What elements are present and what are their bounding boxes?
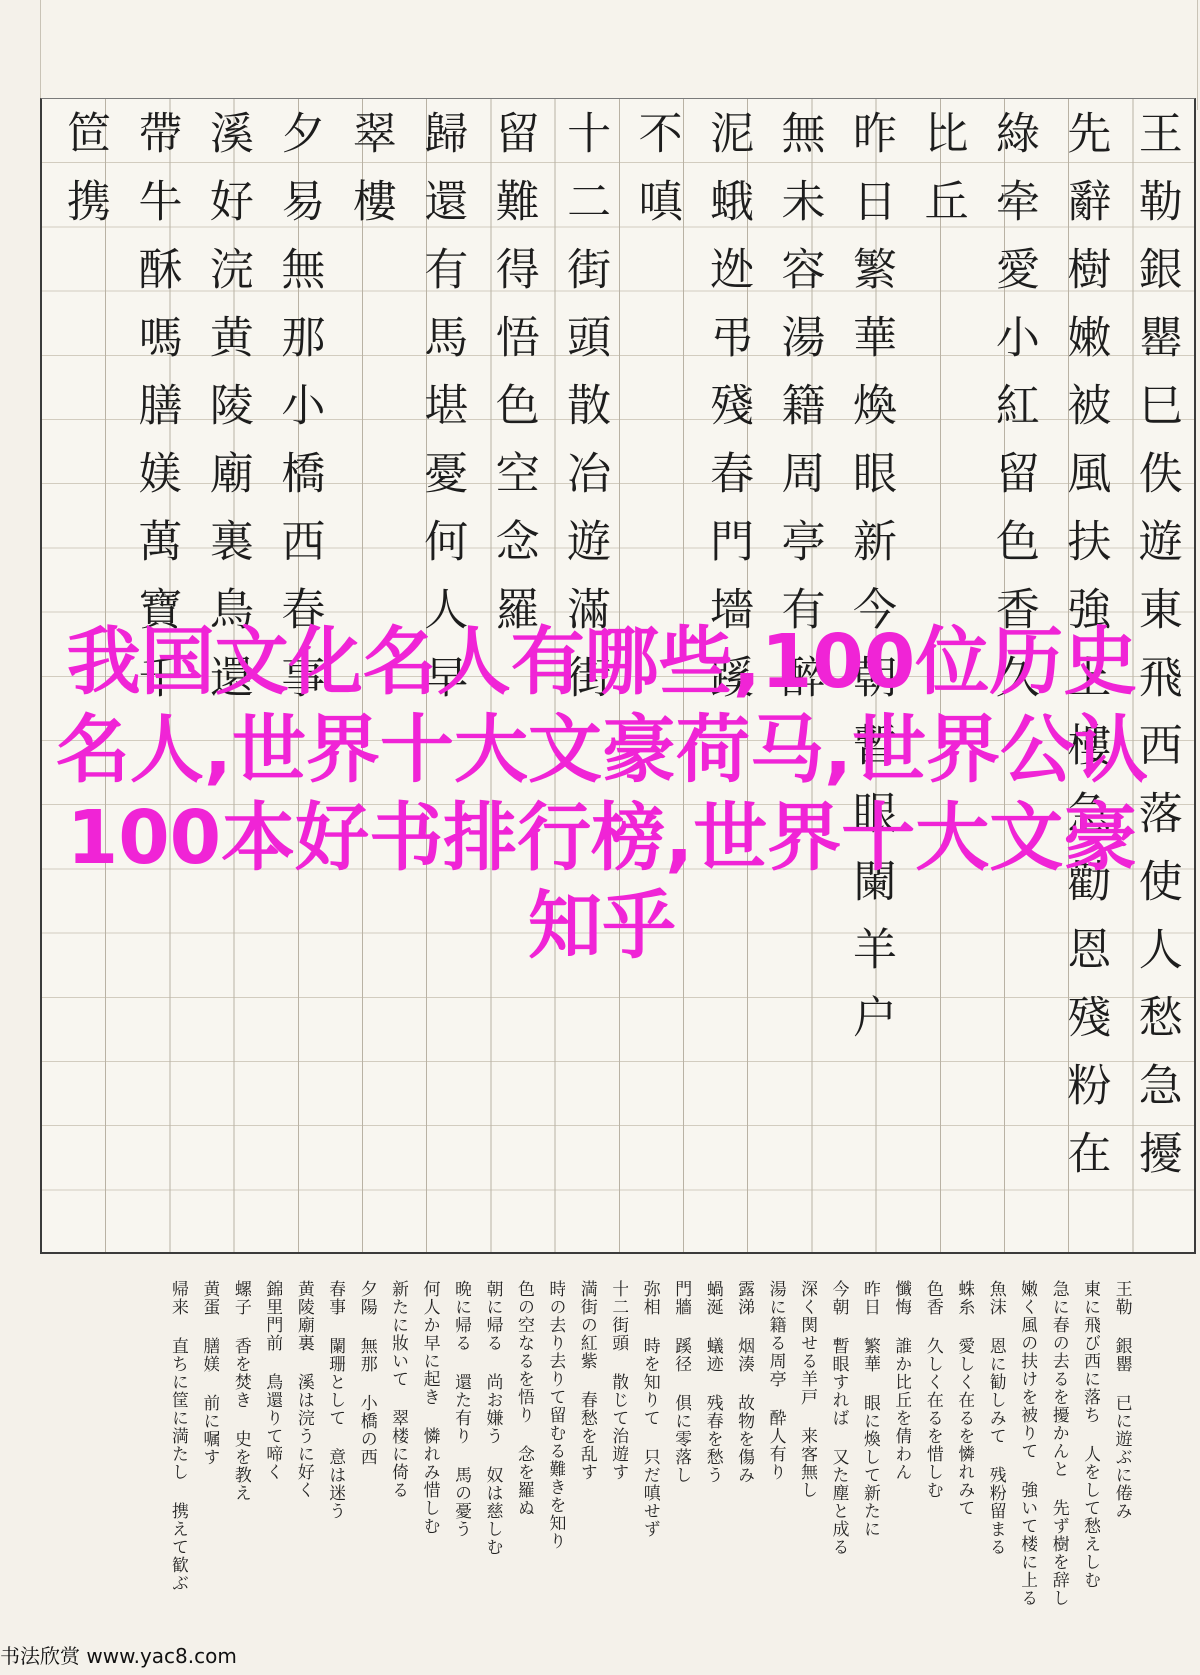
- transliteration-column: 満街の紅紫 春愁を乱す: [576, 1280, 597, 1481]
- manuscript-column: 溪好浣黄陵廟裏鳥還: [201, 110, 253, 722]
- manuscript-column: 泥蛾迯弔殘春門墻蹊: [702, 110, 754, 722]
- manuscript-column: 笸携: [59, 110, 110, 246]
- transliteration-column: 錦里門前 鳥還りて啼く: [262, 1280, 283, 1481]
- transliteration-column: 懺悔 誰か比丘を倩わん: [891, 1280, 912, 1481]
- transliteration-column: 露涕 烟湊 故物を傷み: [734, 1280, 755, 1484]
- manuscript-column: 歸還有馬堪憂何人早: [416, 110, 468, 722]
- manuscript-column: 王勒銀罌巳佚遊東飛西落使人愁急擾: [1130, 110, 1182, 1198]
- transliteration-column: 昨日 繁華 眼に煥して新たに: [859, 1280, 880, 1538]
- transliteration-column: 嫩く風の扶けを被りて 強いて楼に上る: [1017, 1280, 1038, 1607]
- transliteration-column: 蝸涎 蟻迹 残春を愁う: [702, 1280, 723, 1484]
- transliteration-column: 黄陵廟裏 溪は浣うに好く: [293, 1280, 314, 1499]
- overlay-title: 我国文化名人有哪些,100位历史名人,世界十大文豪荷马,世界公认100本好书排行榜,世界十大文豪 知乎: [55, 619, 1149, 969]
- transliteration-column: 螺子 香を焚き 史を教え: [230, 1280, 251, 1502]
- manuscript-column: 帶牛酥嗎膳媄萬寶千: [130, 110, 182, 722]
- manuscript-column: 留難得悟色空念羅: [487, 110, 539, 654]
- transliteration-column: 今朝 暫眼すれば 又た塵と成る: [828, 1280, 849, 1556]
- transliteration-column: 帰来 直ちに筐に満たし 携えて歓ぶ: [168, 1280, 188, 1592]
- manuscript-column: 無未容湯籍周亭有醉: [773, 110, 825, 722]
- transliteration-column: 魚沫 恩に勧しみて 残粉留まる: [985, 1280, 1006, 1556]
- transliteration-column: 色の空なるを悟り 念を羅ぬ: [513, 1280, 534, 1517]
- manuscript-column: 先辭樹嫩被風扶強上樓急勸恩殘粉在: [1059, 110, 1111, 1198]
- transliteration-column: 急に春の去るを擾かんと 先ず樹を辞し: [1048, 1280, 1069, 1607]
- manuscript-column: 昨日繁華煥眼新今朝暫眼闌羊户: [844, 110, 896, 1062]
- transliteration-column: 色香 久しく在るを惜しむ: [922, 1280, 943, 1499]
- manuscript-column: 不嗔: [630, 110, 682, 246]
- page-top-margin: [40, 0, 1198, 110]
- transliteration-column: 黄蛋 膳媄 前に嘱す: [199, 1280, 220, 1466]
- transliteration-column: 深く関せる羊戸 来客無し: [797, 1280, 818, 1499]
- transliteration-column: 湯に籍る周亭 酔人有り: [765, 1280, 786, 1481]
- transliteration-column: 王勒 銀罌 已に遊ぶに倦み: [1111, 1280, 1132, 1520]
- transliteration-column: 弥相 時を知りて 只だ嗔せず: [639, 1280, 660, 1538]
- transliteration-column: 東に飛び西に落ち 人をして愁えしむ: [1080, 1280, 1101, 1589]
- transliteration-block: [168, 1280, 1132, 1625]
- transliteration-column: 朝に帰る 尚お嫌う 奴は慈しむ: [482, 1280, 503, 1556]
- transliteration-column: 晩に帰る 還た有り 馬の憂う: [451, 1280, 472, 1538]
- manuscript-column: 翠樓: [344, 110, 396, 246]
- transliteration-column: 夕陽 無那 小橋の西: [356, 1280, 377, 1466]
- transliteration-column: 門牆 蹊径 倶に零落し: [671, 1280, 692, 1484]
- footer-site-name: 书法欣赏: [0, 1644, 80, 1668]
- transliteration-column: 新たに妝いて 翠楼に倚る: [388, 1280, 409, 1499]
- footer-watermark: [0, 1640, 237, 1669]
- manuscript-column: 比丘: [916, 110, 968, 246]
- footer-site-url[interactable]: www.yac8.com: [86, 1644, 237, 1668]
- transliteration-column: 十二街頭 散じて治遊す: [608, 1280, 629, 1481]
- transliteration-column: 何人か早に起き 憐れみ惜しむ: [419, 1280, 440, 1535]
- manuscript-column: 十二街頭散冶遊滿街: [559, 110, 611, 722]
- transliteration-column: 春事 闌珊として 意は迷う: [325, 1280, 346, 1520]
- transliteration-column: 時の去り去りて留むる難きを知り: [545, 1280, 566, 1550]
- manuscript-column: 夕易無那小橋西春事: [273, 110, 325, 722]
- manuscript-column: 綠牵愛小紅留色香久: [987, 110, 1039, 722]
- transliteration-column: 蛛糸 愛しく在るを憐れみて: [954, 1280, 975, 1517]
